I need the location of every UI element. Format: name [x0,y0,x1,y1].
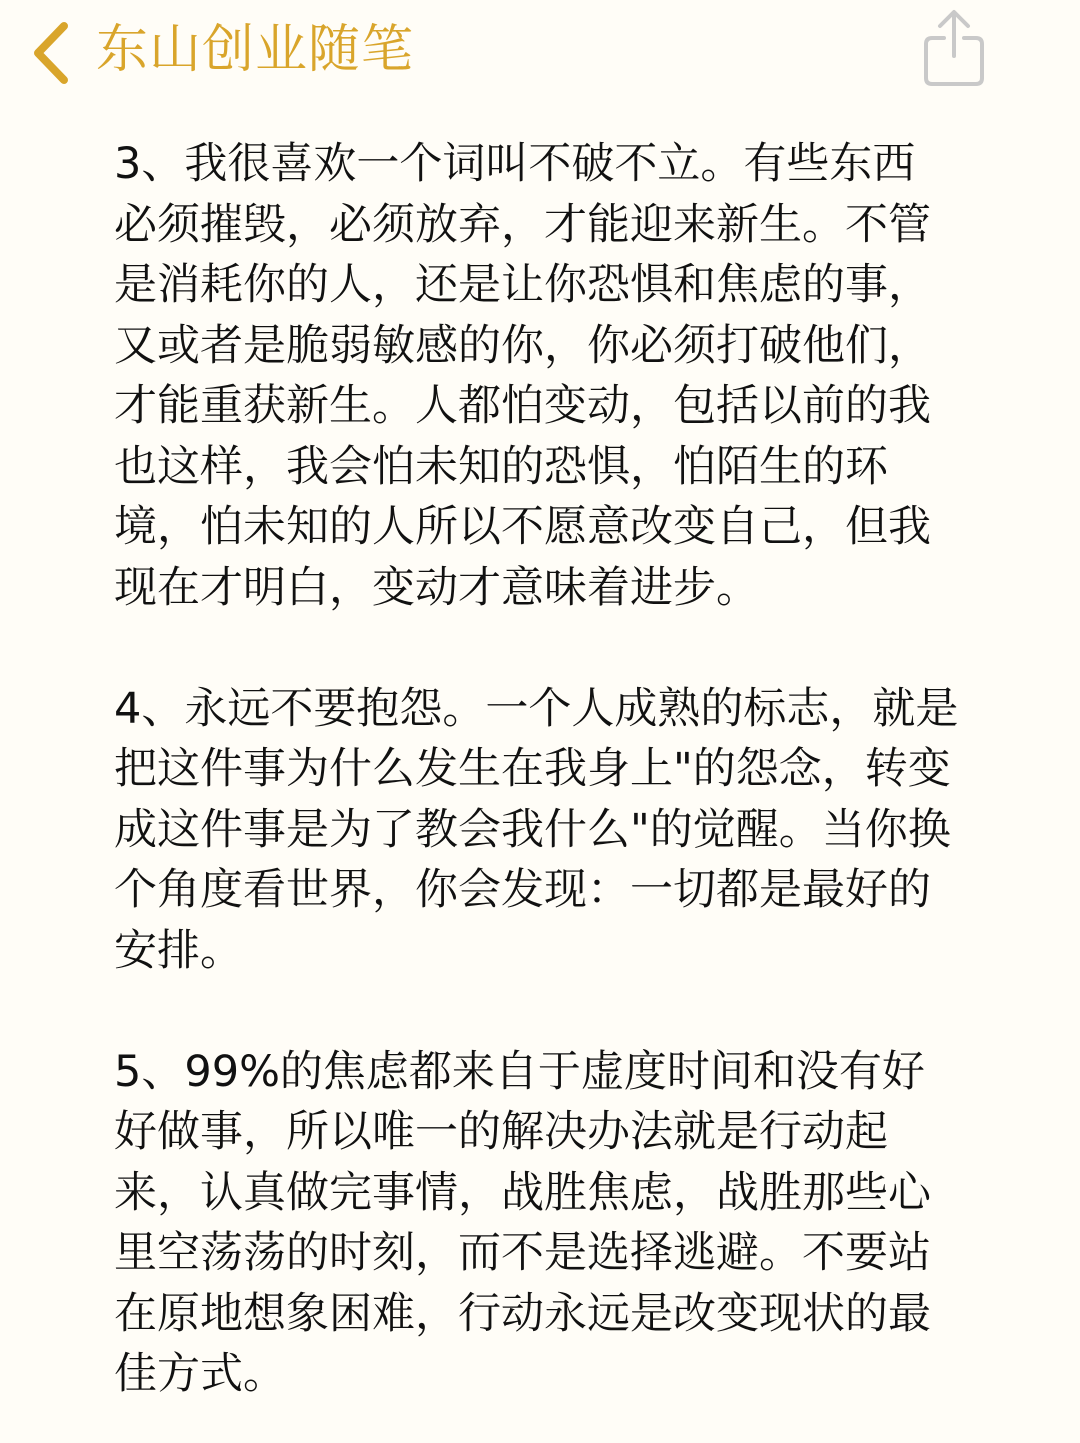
share-icon [916,6,992,90]
back-folder-label[interactable]: 东山创业随笔 [96,20,415,80]
note-paragraph: 4、永远不要抱怨。一个人成熟的标志，就是把这件事为什么发生在我身上"的怨念，转变成这件事是为了教会我什么"的觉醒。当你换个角度看世界，你会发现：一切都是最好的安排。 [114,683,959,976]
back-button[interactable] [24,16,84,86]
chevron-left-icon [24,16,84,86]
share-button[interactable] [916,6,992,90]
navigation-bar [0,0,1080,100]
note-paragraph: 3、我很喜欢一个词叫不破不立。有些东西必须摧毁，必须放弃，才能迎来新生。不管是消耗你的人，还是让你恐惧和焦虑的事，又或者是脆弱敏感的你，你必须打破他们，才能重获新生。人都怕变动，包括以前的我也这样，我会怕未知的恐惧，怕陌生的环境，怕未知的人所以不愿意改变自己，但我现在才明白，变动才意味着进步。 [114,139,931,613]
note-content[interactable] [114,134,1014,1405]
note-paragraph: 5、99%的焦虑都来自于虚度时间和没有好好做事，所以唯一的解决办法就是行动起来，认真做完事情，战胜焦虑，战胜那些心里空荡荡的时刻，而不是选择逃避。不要站在原地想象困难，行动永远是改变现状的最佳方式。 [114,1046,931,1399]
